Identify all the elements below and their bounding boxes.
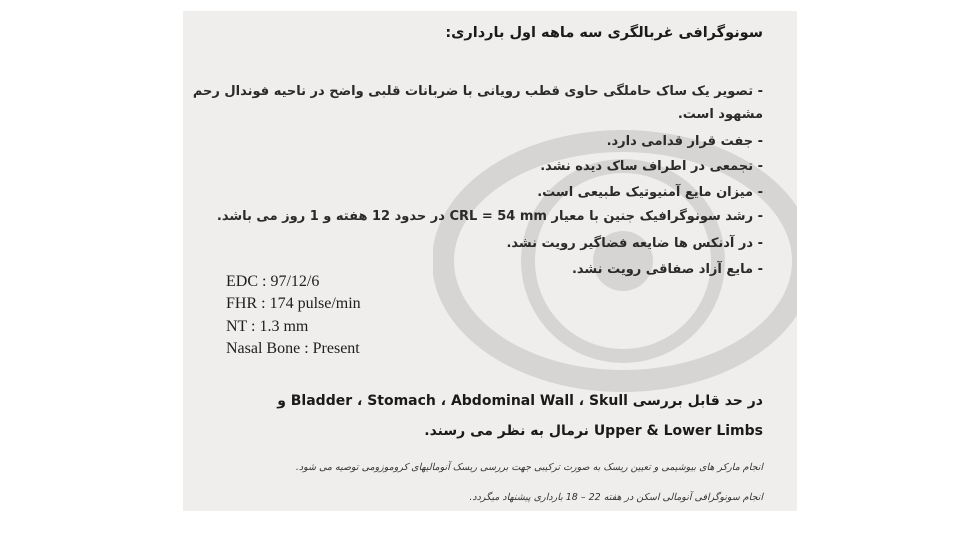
note-anomaly-scan: انجام سونوگرافی آنومالی اسکن در هفته 22 – 18 بارداری پیشنهاد میگردد. <box>469 492 763 503</box>
finding-gestational-sac-cont: مشهود است. <box>677 107 763 122</box>
finding-gestational-sac: - تصویر یک ساک حاملگی حاوی قطب رویانی با ضربانات قلبی واضح در ناحیه فوندال رحم <box>192 84 763 99</box>
finding-collection: - تجمعی در اطراف ساک دیده نشد. <box>540 159 763 174</box>
organs-evaluated-line2: Upper & Lower Limbs نرمال به نظر می رسند. <box>424 423 763 439</box>
finding-placenta: - جفت قرار قدامی دارد. <box>606 134 763 149</box>
finding-adnexa: - در آدنکس ها ضایعه فضاگیر رویت نشد. <box>506 236 763 251</box>
edc-value: EDC : 97/12/6 <box>226 273 320 290</box>
scanned-report-page <box>183 11 797 511</box>
finding-amniotic-fluid: - میزان مایع آمنیوتیک طبیعی است. <box>537 185 763 200</box>
report-title: سونوگرافی غربالگری سه ماهه اول بارداری: <box>445 25 763 41</box>
fhr-value: FHR : 174 pulse/min <box>226 295 361 312</box>
finding-crl-growth: - رشد سونوگرافیک جنین با معیار CRL = 54 mm در حدود 12 هفته و 1 روز می باشد. <box>216 209 763 224</box>
finding-free-fluid: - مایع آزاد صفاقی رویت نشد. <box>571 262 763 277</box>
nasal-bone-value: Nasal Bone : Present <box>226 340 360 357</box>
organs-evaluated-line1: در حد قابل بررسی Bladder ، Stomach ، Abdominal Wall ، Skull و <box>277 393 763 409</box>
note-biochemical-markers: انجام مارکر های بیوشیمی و تعیین ریسک به صورت ترکیبی جهت بررسی ریسک آنومالیهای کروموزومی توصیه می شود. <box>295 462 763 473</box>
nt-value: NT : 1.3 mm <box>226 318 309 335</box>
